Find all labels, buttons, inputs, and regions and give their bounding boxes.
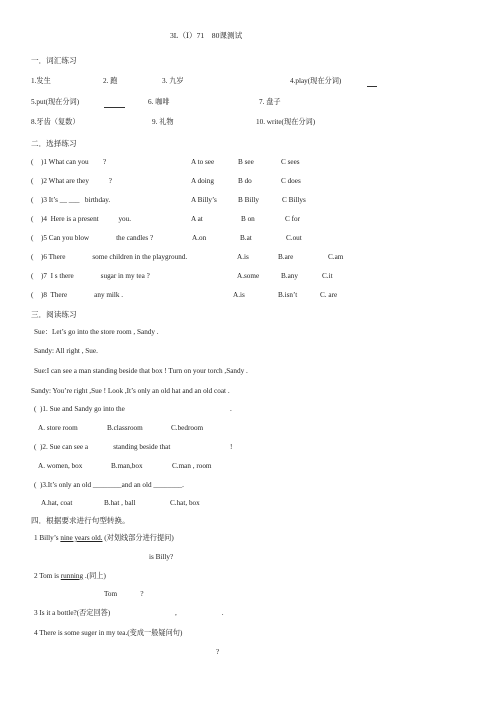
question-bracket: ( — [31, 253, 34, 261]
question-stem: )5 Can you blow the candles ? — [41, 234, 154, 242]
transform-item-2: 2 Tom is running .(同上) — [34, 572, 106, 580]
option-a: A.some — [237, 272, 260, 280]
question-bracket: ( — [31, 196, 34, 204]
page-title: 3L（Ⅰ）71 80课测试 — [170, 31, 243, 40]
transform-answer-2: Tom ? — [104, 590, 144, 598]
option-b: B.at — [240, 234, 252, 242]
option-c: C.out — [286, 234, 302, 242]
option-a: A to see — [191, 158, 215, 166]
option-b: B.are — [278, 253, 294, 261]
vocab-2: 2. 跑 — [103, 77, 118, 85]
reading-q3-a: A.hat, coat — [41, 499, 73, 507]
reading-q2-c: C.man , room — [172, 462, 212, 470]
question-stem: )6 There some children in the playground. — [41, 253, 188, 261]
reading-q2-b: B.man,box — [111, 462, 143, 470]
section2-heading: 二．选择练习 — [31, 139, 77, 148]
option-c: C. are — [320, 291, 338, 299]
reading-q1-c: C.bedroom — [171, 424, 204, 432]
vocab-1: 1.发生 — [31, 77, 51, 85]
reading-q3: ( )3.It’s only an old ________and an old ________. — [34, 481, 184, 489]
option-c: C.it — [322, 272, 333, 280]
vocab-7: 7. 盘子 — [259, 98, 281, 106]
dialog-line: Sandy: You’re right ,Sue ! Look ,It’s only an old hat and an old coat . — [31, 387, 230, 395]
question-stem: )2 What are they ? — [41, 177, 112, 185]
question-bracket: ( — [31, 215, 34, 223]
option-c: C sees — [281, 158, 300, 166]
dialog-line: Sue：Let’s go into the store room , Sandy . — [34, 328, 159, 336]
reading-q3-c: C.hat, box — [170, 499, 200, 507]
option-c: C.am — [328, 253, 344, 261]
vocab-3: 3. 九岁 — [162, 77, 184, 85]
dialog-line: Sandy: All right , Sue. — [34, 347, 98, 355]
dialog-line: Sue:I can see a man standing beside that box ! Turn on your torch ,Sandy . — [34, 367, 248, 375]
option-b: B.any — [281, 272, 298, 280]
option-a: A.on — [192, 234, 207, 242]
section4-heading: 四．根据要求进行句型转换。 — [31, 516, 130, 525]
option-b: B see — [238, 158, 254, 166]
question-bracket: ( — [31, 291, 34, 299]
transform-item-4: 4 There is some suger in my tea.(变成一般疑问句) — [34, 629, 183, 637]
option-b: B Billy — [238, 196, 259, 204]
transform-item-3: 3 Is it a bottle?(否定回答) — [34, 609, 111, 617]
question-bracket: ( — [31, 158, 34, 166]
answer-line — [367, 86, 377, 87]
option-a: A.is — [237, 253, 249, 261]
reading-q1-b: B.classroom — [107, 424, 143, 432]
option-a: A Billy’s — [191, 196, 217, 204]
option-c: C for — [285, 215, 300, 223]
question-stem: )1 What can you ? — [41, 158, 107, 166]
reading-q2: ( )2. Sue can see a standing beside that — [34, 443, 171, 451]
vocab-8: 8.牙齿（复数） — [31, 118, 80, 126]
vocab-6: 6. 咖啡 — [148, 98, 170, 106]
reading-q1-end: . — [230, 405, 232, 413]
option-a: A at — [191, 215, 203, 223]
question-bracket: ( — [31, 177, 34, 185]
question-bracket: ( — [31, 272, 34, 280]
vocab-4: 4.play(现在分词) — [290, 77, 342, 85]
reading-q2-end: ! — [230, 443, 233, 451]
vocab-9: 9. 礼物 — [152, 118, 174, 126]
question-stem: )4 Here is a present you. — [41, 215, 132, 223]
question-bracket: ( — [31, 234, 34, 242]
section1-heading: 一．词汇练习 — [31, 56, 77, 65]
answer-line — [104, 107, 125, 108]
vocab-10: 10. write(现在分词) — [256, 118, 316, 126]
transform-answer-1: is Billy? — [149, 553, 174, 561]
vocab-5: 5.put(现在分词) — [31, 98, 80, 106]
transform-answer-3: , . — [175, 609, 224, 617]
option-b: B.isn’t — [278, 291, 298, 299]
option-c: C does — [281, 177, 301, 185]
transform-item-1: 1 Billy’s nine years old. (对划线部分进行提问) — [34, 534, 174, 542]
transform-answer-4: ? — [216, 648, 220, 656]
question-stem: )8 There any milk . — [41, 291, 124, 299]
reading-q1: ( )1. Sue and Sandy go into the — [34, 405, 125, 413]
reading-q3-b: B.hat , ball — [104, 499, 136, 507]
reading-q1-a: A. store room — [38, 424, 78, 432]
question-stem: )3 It’s __ ___ birthday. — [41, 196, 111, 204]
reading-q2-a: A. women, box — [38, 462, 83, 470]
option-a: A doing — [191, 177, 214, 185]
option-b: B on — [241, 215, 255, 223]
question-stem: )7 I s there sugar in my tea ? — [41, 272, 150, 280]
option-a: A.is — [233, 291, 245, 299]
option-c: C Billys — [282, 196, 306, 204]
option-b: B do — [238, 177, 252, 185]
section3-heading: 三．阅读练习 — [31, 310, 77, 319]
